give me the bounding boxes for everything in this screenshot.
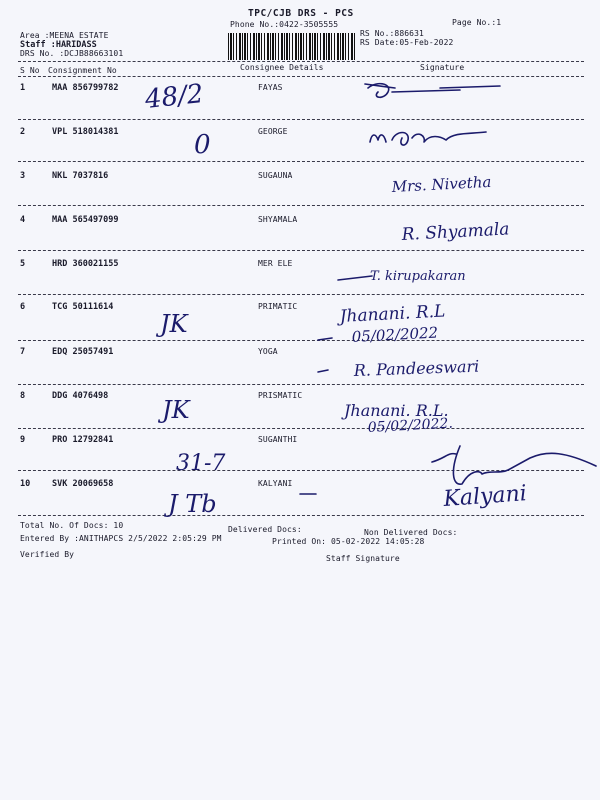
rs-date: RS Date:05-Feb-2022 <box>360 38 454 47</box>
row6-handwritten-mark: JK <box>160 310 188 338</box>
page-number: Page No.:1 <box>452 18 502 27</box>
row-consignment: TCG 50111614 <box>52 302 114 312</box>
row-consignee: YOGA <box>258 347 278 356</box>
column-signature: Signature <box>420 63 465 72</box>
column-consignee: Consignee Details <box>240 63 324 72</box>
staff-signature-label: Staff Signature <box>326 554 400 563</box>
row5-signature: T. kirupakaran <box>370 269 466 284</box>
row3-signature: Mrs. Nivetha <box>391 172 492 196</box>
row10-signature: Kalyani <box>442 481 528 512</box>
delivered-docs: Delivered Docs: <box>228 525 302 534</box>
row-sno: 7 <box>20 347 26 357</box>
row2-handwritten-mark: 0 <box>194 130 211 160</box>
printed-on: Printed On: 05-02-2022 14:05:28 <box>272 537 425 546</box>
row-consignment: NKL 7037816 <box>52 171 109 181</box>
row5-signature-stroke <box>338 276 372 280</box>
column-sno: S No <box>20 66 40 75</box>
row6-ticks <box>318 338 332 372</box>
row-consignee: SUGANTHI <box>258 435 298 444</box>
row-sno: 8 <box>20 391 26 401</box>
row9-signature <box>432 446 596 484</box>
row8-signature: Jhanani. R.L. <box>344 401 449 420</box>
row-sno: 3 <box>20 171 26 181</box>
row-consignee: GEORGE <box>258 127 288 136</box>
row-consignment: VPL 518014381 <box>52 127 119 137</box>
row-consignee: KALYANI <box>258 479 293 488</box>
row-consignment: EDQ 25057491 <box>52 347 114 357</box>
row6-signature-date: 05/02/2022 <box>351 323 439 346</box>
row4-signature: R. Shyamala <box>401 219 510 245</box>
row-consignment: HRD 360021155 <box>52 259 119 269</box>
row7-signature: R. Pandeeswari <box>353 356 480 380</box>
row8-signature-date: 05/02/2022. <box>367 415 454 436</box>
non-delivered-docs: Non Delivered Docs: <box>364 528 458 537</box>
verified-by: Verified By <box>20 550 75 559</box>
entered-by: Entered By :ANITHAPCS 2/5/2022 2:05:29 PM <box>20 534 222 543</box>
row-sno: 10 <box>20 479 31 489</box>
row6-signature: Jhanani. R.L <box>339 301 446 327</box>
document-title: TPC/CJB DRS - PCS <box>248 8 354 19</box>
row-sno: 1 <box>20 83 26 93</box>
row9-handwritten-mark: 31-7 <box>176 451 226 476</box>
row-consignee: SHYAMALA <box>258 215 298 224</box>
row-sno: 5 <box>20 259 26 269</box>
row-sno: 4 <box>20 215 26 225</box>
row-sno: 2 <box>20 127 26 137</box>
row-consignment: MAA 856799782 <box>52 83 119 93</box>
row-consignment: MAA 565497099 <box>52 215 119 225</box>
row-sno: 6 <box>20 302 26 312</box>
row10-handwritten-mark: J Tb <box>168 490 217 518</box>
row-consignment: SVK 20069658 <box>52 479 114 489</box>
row-consignee: PRISMATIC <box>258 391 303 400</box>
rs-number: RS No.:886631 <box>360 29 424 38</box>
row8-handwritten-mark: JK <box>162 396 190 424</box>
row-consignment: PRO 12792841 <box>52 435 114 445</box>
row-consignee: SUGAUNA <box>258 171 293 180</box>
row-consignee: PRIMATIC <box>258 302 298 311</box>
phone-number: Phone No.:0422-3505555 <box>230 20 339 29</box>
row-consignment: DDG 4076498 <box>52 391 109 401</box>
column-consignment: Consignment No <box>48 66 117 75</box>
drs-number: DRS No. :DCJB88663101 <box>20 49 124 58</box>
staff-label: Staff :HARIDASS <box>20 40 97 50</box>
area-label: Area :MEENA ESTATE <box>20 31 109 40</box>
row2-signature <box>370 132 486 145</box>
row1-handwritten-mark: 48/2 <box>143 79 205 115</box>
row-sno: 9 <box>20 435 26 445</box>
row-consignee: FAYAS <box>258 83 283 92</box>
row1-signature <box>368 84 500 98</box>
row-consignee: MER ELE <box>258 259 293 268</box>
total-docs: Total No. Of Docs: 10 <box>20 521 124 530</box>
